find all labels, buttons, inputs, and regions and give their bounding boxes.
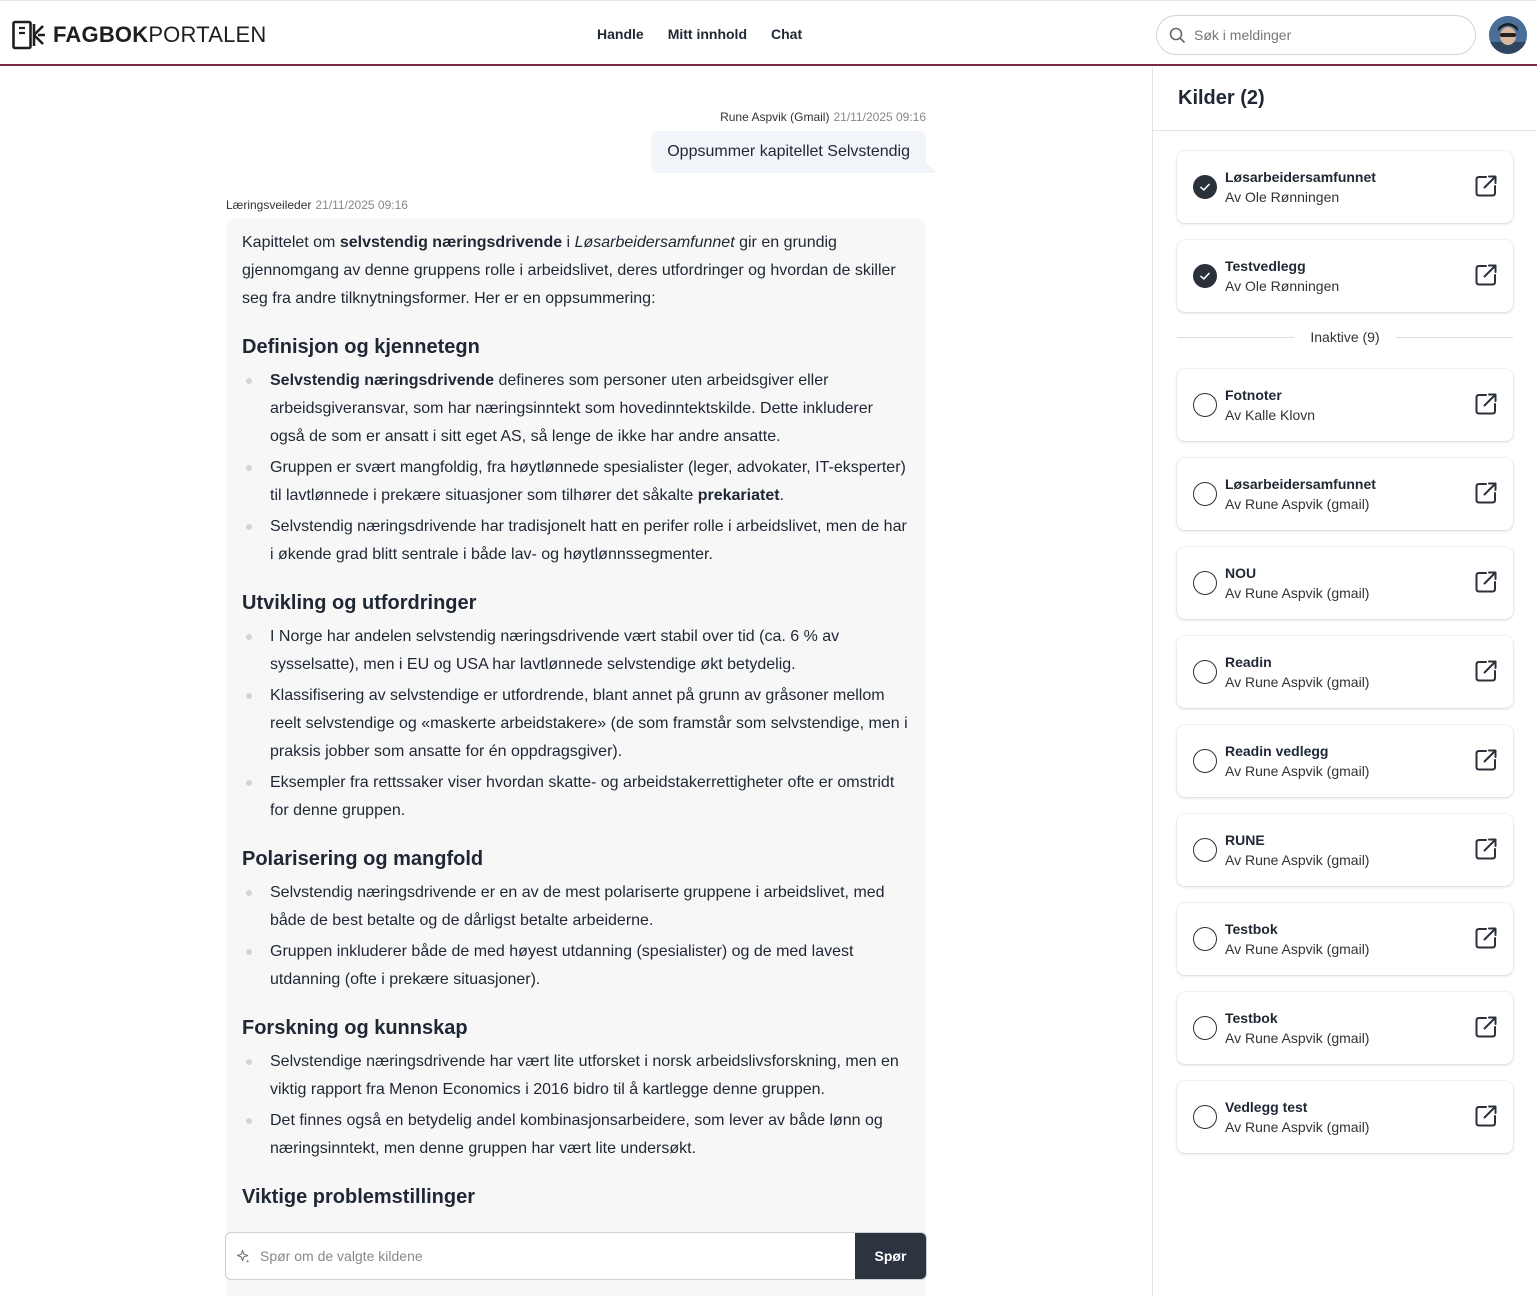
source-author: Av Rune Aspvik (gmail) — [1225, 585, 1370, 601]
source-author: Av Rune Aspvik (gmail) — [1225, 763, 1370, 779]
sources-title: Kilder (2) — [1178, 87, 1265, 109]
sources-header — [1153, 67, 1537, 131]
source-card[interactable] — [1177, 1081, 1513, 1153]
chat-area — [0, 67, 1152, 1296]
external-link-icon[interactable] — [1473, 836, 1499, 862]
list-item: Gruppen er svært mangfoldig, fra høytlønnede spesialister (leger, advokater, IT-eksperter) til lavtlønnede i prekære situasjoner som tilhører det såkalte prekariatet. — [242, 454, 910, 510]
unchecked-circle-icon[interactable] — [1193, 1105, 1217, 1129]
source-title: Readin — [1225, 654, 1272, 670]
book-logo-icon — [12, 20, 46, 50]
source-author: Av Rune Aspvik (gmail) — [1225, 496, 1370, 512]
source-card[interactable] — [1177, 369, 1513, 441]
source-text — [1225, 1008, 1369, 1048]
external-link-icon[interactable] — [1473, 262, 1499, 288]
nav-chat[interactable]: Chat — [771, 26, 803, 42]
source-text — [1225, 919, 1369, 959]
source-author: Av Rune Aspvik (gmail) — [1225, 1030, 1370, 1046]
source-text — [1225, 474, 1376, 514]
list-item: Selvstendig næringsdrivende er en av de mest polariserte gruppene i arbeidslivet, med både de best betalte og de dårligst betalte arbeiderne. — [242, 879, 910, 935]
bullet-list — [242, 623, 910, 825]
external-link-icon[interactable] — [1473, 747, 1499, 773]
source-title: RUNE — [1225, 832, 1265, 848]
source-author: Av Rune Aspvik (gmail) — [1225, 941, 1370, 957]
unchecked-circle-icon[interactable] — [1193, 927, 1217, 951]
unchecked-circle-icon[interactable] — [1193, 660, 1217, 684]
source-title: NOU — [1225, 565, 1257, 581]
ask-bar — [225, 1232, 927, 1280]
source-author: Av Ole Rønningen — [1225, 278, 1340, 294]
source-author: Av Ole Rønningen — [1225, 189, 1340, 205]
source-author: Av Rune Aspvik (gmail) — [1225, 1119, 1370, 1135]
unchecked-circle-icon[interactable] — [1193, 571, 1217, 595]
source-author: Av Rune Aspvik (gmail) — [1225, 852, 1370, 868]
checked-circle-icon[interactable] — [1193, 264, 1217, 288]
source-text — [1225, 385, 1315, 425]
message-author: Rune Aspvik (Gmail) — [720, 110, 830, 124]
message-timestamp: 21/11/2025 09:16 — [315, 198, 408, 212]
bullet-list — [242, 367, 910, 569]
list-item: Selvstendig næringsdrivende har tradisjonelt hatt en perifer rolle i arbeidslivet, men de har i økende grad blitt sentrale i både lav- og høytlønnssegmenter. — [242, 513, 910, 569]
unchecked-circle-icon[interactable] — [1193, 749, 1217, 773]
source-author: Av Rune Aspvik (gmail) — [1225, 674, 1370, 690]
external-link-icon[interactable] — [1473, 391, 1499, 417]
user-message-bubble: Oppsummer kapitellet Selvstendig — [651, 131, 926, 173]
source-text — [1225, 256, 1339, 296]
source-card[interactable] — [1177, 458, 1513, 530]
list-item: I Norge har andelen selvstendig næringsdrivende vært stabil over tid (ca. 6 % av sysselsatte), men i EU og USA har lavtlønnede selvstendige økt betydelig. — [242, 623, 910, 679]
search-icon — [1169, 27, 1186, 44]
bot-message-bubble — [226, 219, 926, 1296]
source-card[interactable] — [1177, 992, 1513, 1064]
logo-text: FAGBOKPORTALEN — [53, 22, 267, 47]
unchecked-circle-icon[interactable] — [1193, 838, 1217, 862]
external-link-icon[interactable] — [1473, 173, 1499, 199]
list-item: Selvstendig næringsdrivende defineres som personer uten arbeidsgiver eller arbeidsgiveransvar, som har næringsinntekt som hovedinntektskilde. Dette inkluderer også de som er ansatt i sitt eget AS, så lenge de ikke har andre ansatte. — [242, 367, 910, 451]
list-item: Klassifisering av selvstendige er utfordrende, blant annet på grunn av gråsoner mellom reelt selvstendige og «maskerte arbeidstakere» (de som framstår som selvstendige, men i praksis jobber som ansatte for én oppdragsgiver). — [242, 682, 910, 766]
source-author: Av Kalle Klovn — [1225, 407, 1316, 423]
inactive-label: Inaktive (9) — [1310, 329, 1380, 345]
source-title: Fotnoter — [1225, 387, 1282, 403]
avatar-image — [1489, 16, 1527, 54]
source-card[interactable] — [1177, 814, 1513, 886]
logo[interactable] — [12, 19, 266, 51]
message-timestamp: 21/11/2025 09:16 — [833, 110, 926, 124]
list-item: Gruppen inkluderer både de med høyest utdanning (spesialister) og de med lavest utdanning (ofte i prekære situasjoner). — [242, 938, 910, 994]
external-link-icon[interactable] — [1473, 925, 1499, 951]
source-text — [1225, 563, 1369, 603]
source-title: Løsarbeidersamfunnet — [1225, 169, 1376, 185]
source-card[interactable] — [1177, 725, 1513, 797]
nav-handle[interactable]: Handle — [597, 26, 644, 42]
external-link-icon[interactable] — [1473, 569, 1499, 595]
source-text — [1225, 167, 1376, 207]
list-item: Selvstendige næringsdrivende har vært lite utforsket i norsk arbeidslivsforskning, men en viktig rapport fra Menon Economics i 2016 bidro til å kartlegge denne gruppen. — [242, 1048, 910, 1104]
search-input[interactable] — [1194, 27, 1454, 43]
source-title: Løsarbeidersamfunnet — [1225, 476, 1376, 492]
source-list — [1153, 131, 1537, 1153]
inactive-divider — [1177, 329, 1513, 345]
ask-input[interactable] — [260, 1233, 855, 1279]
ask-button[interactable]: Spør — [855, 1233, 926, 1279]
source-title: Testvedlegg — [1225, 258, 1306, 274]
external-link-icon[interactable] — [1473, 1103, 1499, 1129]
section-heading: Viktige problemstillinger — [242, 1186, 476, 1208]
unchecked-circle-icon[interactable] — [1193, 482, 1217, 506]
list-item: Det finnes også en betydelig andel kombinasjonsarbeidere, som lever av både lønn og næringsinntekt, men denne gruppen har vært lite undersøkt. — [242, 1107, 910, 1163]
unchecked-circle-icon[interactable] — [1193, 1016, 1217, 1040]
unchecked-circle-icon[interactable] — [1193, 393, 1217, 417]
bullet-list — [242, 1048, 910, 1163]
message-search[interactable] — [1156, 15, 1476, 55]
user-message-meta — [720, 110, 926, 124]
list-item: Eksempler fra rettssaker viser hvordan skatte- og arbeidstakerrettigheter ofte er omstridt for denne gruppen. — [242, 769, 910, 825]
bot-message-meta — [226, 198, 408, 212]
external-link-icon[interactable] — [1473, 480, 1499, 506]
source-card[interactable] — [1177, 903, 1513, 975]
source-card[interactable] — [1177, 547, 1513, 619]
source-title: Readin vedlegg — [1225, 743, 1329, 759]
main-nav — [597, 26, 802, 42]
source-card[interactable] — [1177, 151, 1513, 223]
source-card[interactable] — [1177, 240, 1513, 312]
section-heading: Polarisering og mangfold — [242, 848, 484, 870]
message-author: Læringsveileder — [226, 198, 312, 212]
section-heading: Utvikling og utfordringer — [242, 592, 477, 614]
section-heading: Forskning og kunnskap — [242, 1017, 468, 1039]
user-avatar[interactable] — [1489, 16, 1527, 54]
sparkle-icon — [226, 1233, 260, 1279]
source-text — [1225, 830, 1369, 870]
checked-circle-icon[interactable] — [1193, 175, 1217, 199]
source-text — [1225, 1097, 1369, 1137]
external-link-icon[interactable] — [1473, 658, 1499, 684]
bullet-list — [242, 879, 910, 994]
source-title: Testbok — [1225, 1010, 1278, 1026]
top-header — [0, 0, 1537, 66]
source-card[interactable] — [1177, 636, 1513, 708]
section-heading: Definisjon og kjennetegn — [242, 336, 480, 358]
sources-panel — [1152, 67, 1537, 1296]
intro-paragraph: Kapittelet om selvstendig næringsdrivende i Løsarbeidersamfunnet gir en grundig gjennomgang av denne gruppens rolle i arbeidslivet, deres utfordringer og hvordan de skiller seg fra andre tilknytningsformer. Her er en oppsummering: — [242, 234, 896, 307]
source-title: Testbok — [1225, 921, 1278, 937]
external-link-icon[interactable] — [1473, 1014, 1499, 1040]
source-text — [1225, 741, 1369, 781]
source-title: Vedlegg test — [1225, 1099, 1308, 1115]
nav-mitt-innhold[interactable]: Mitt innhold — [667, 26, 747, 42]
source-text — [1225, 652, 1369, 692]
